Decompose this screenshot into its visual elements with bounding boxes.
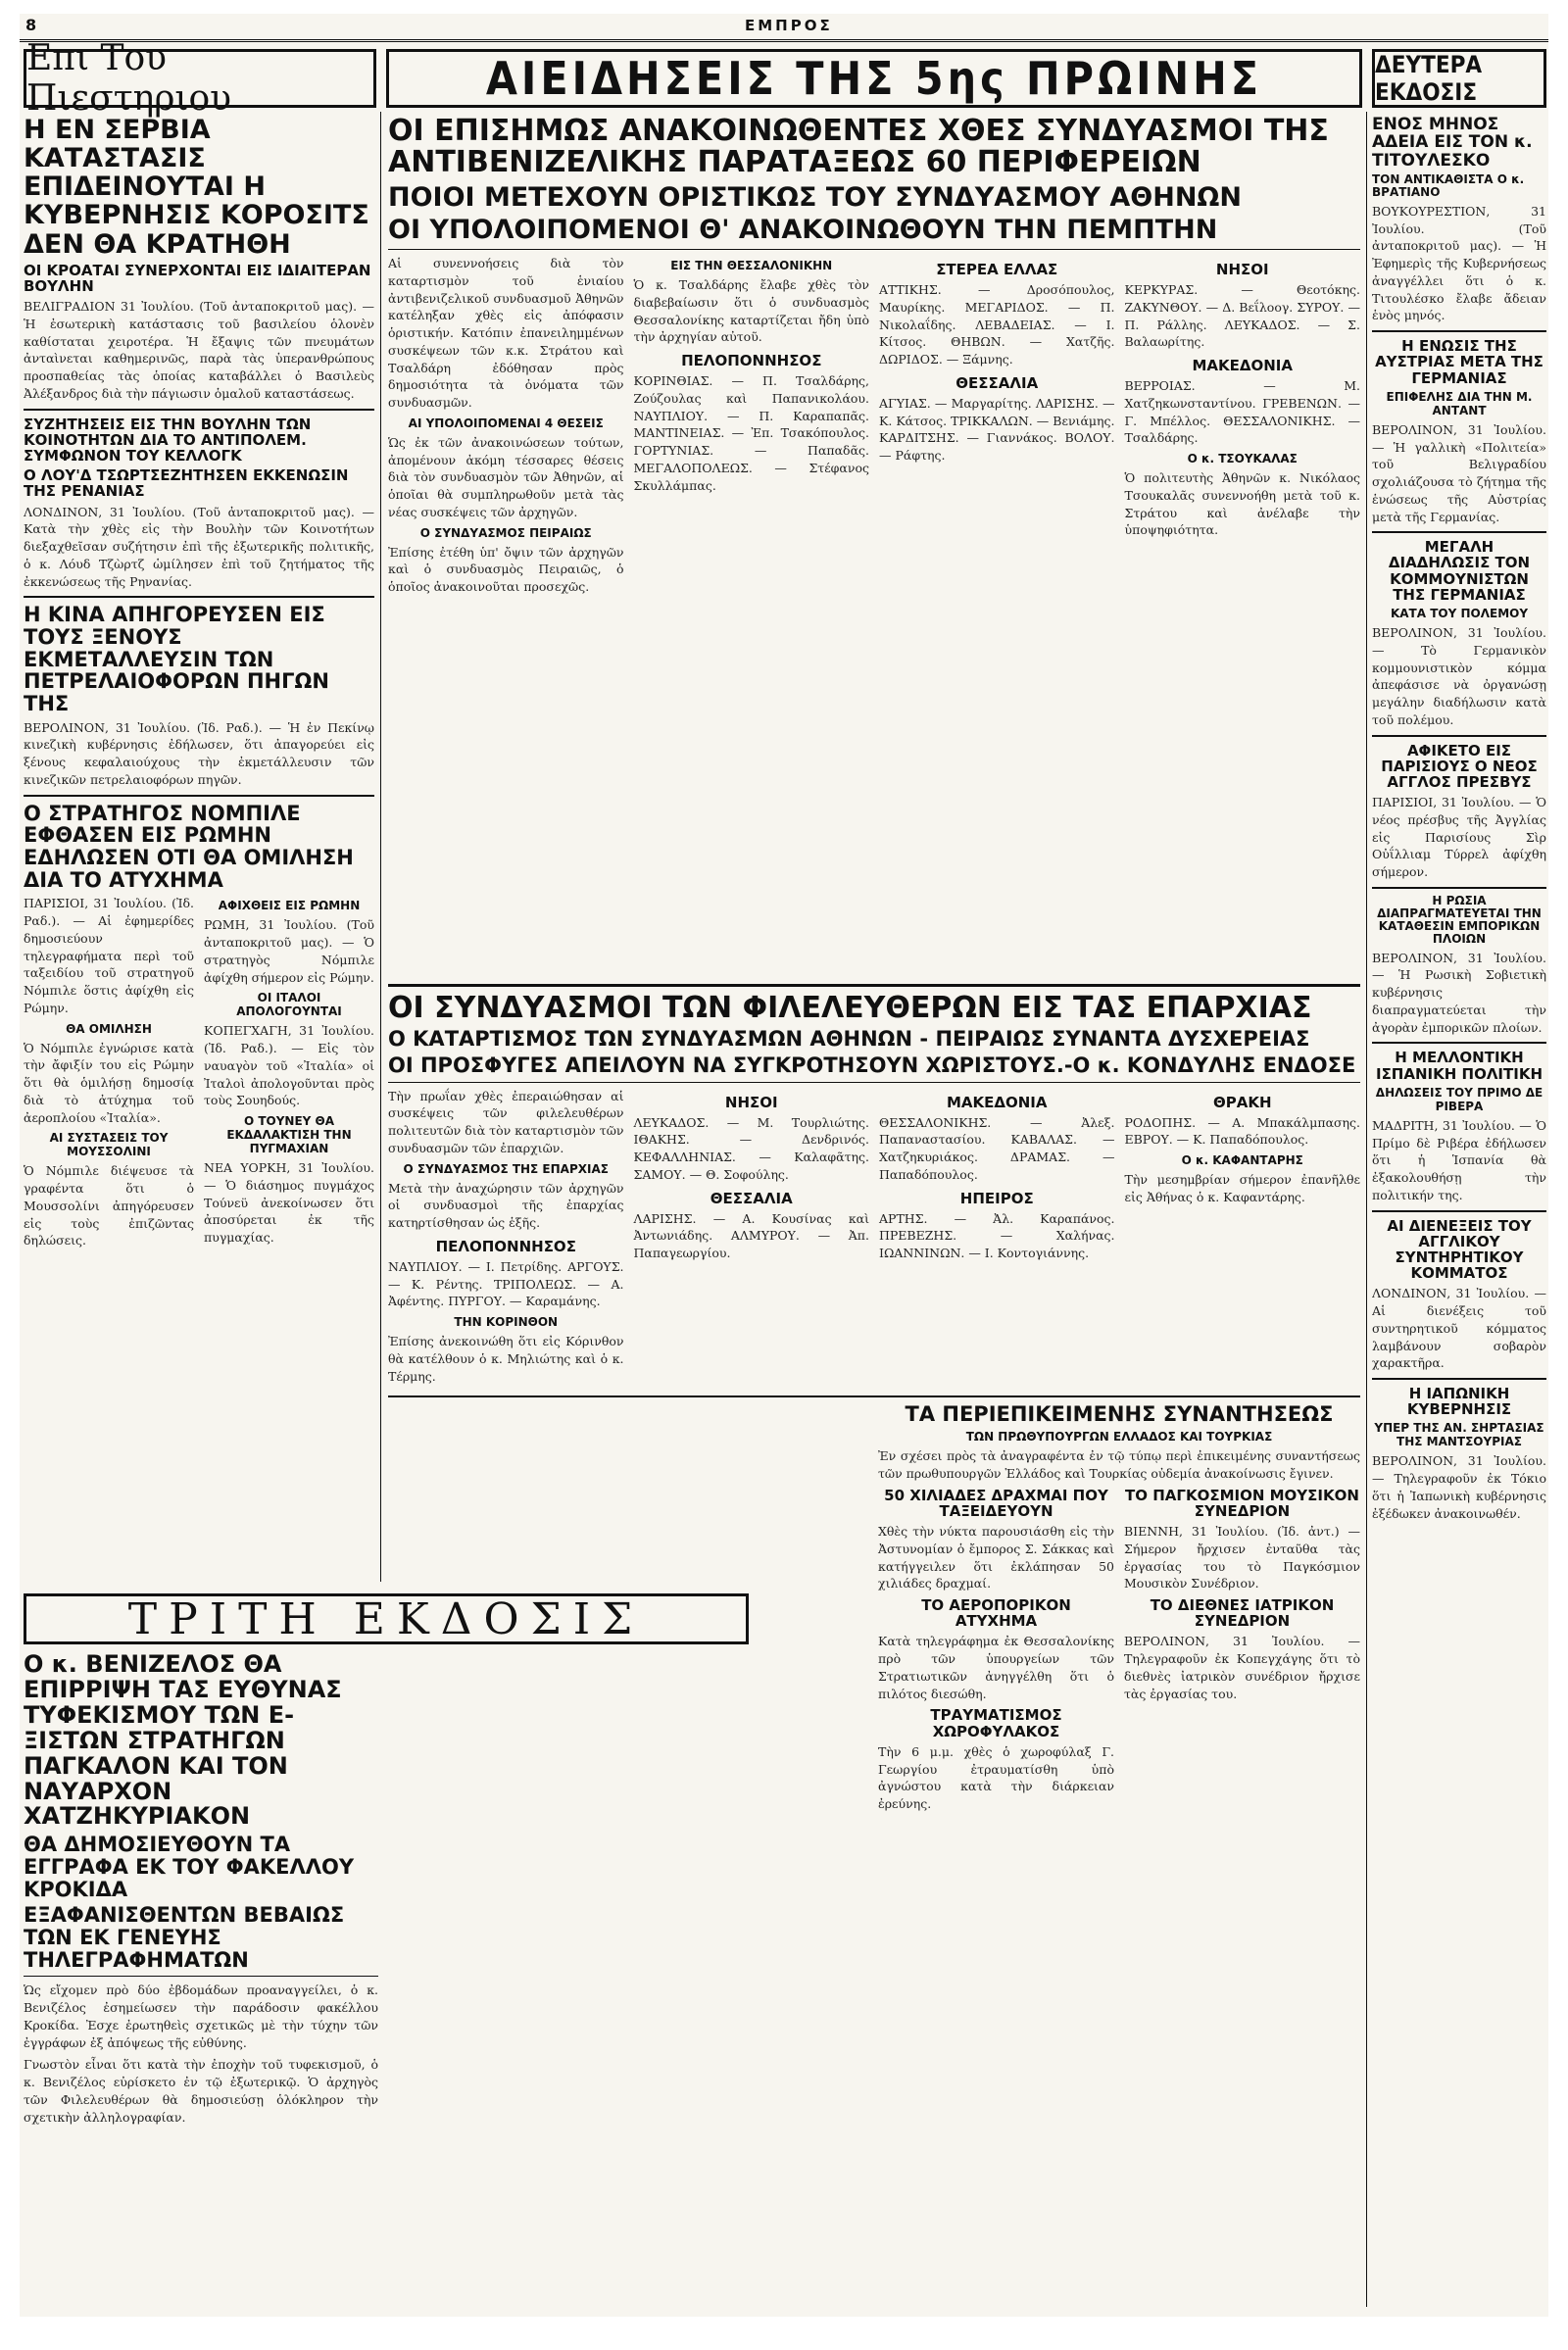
section-header-right: ΔΕΥΤΕΡΑ ΕΚΔΟΣΙΣ: [1372, 49, 1546, 108]
subheading: ΑΙ ΥΠΟΛΟΙΠΟΜΕΝΑΙ 4 ΘΕΣΕΙΣ: [408, 416, 604, 430]
subheadline: ΥΠΕΡ ΤΗΣ ΑΝ. ΣΗΡΤΑΣΙΑΣ ΤΗΣ ΜΑΝΤΣΟΥΡΙΑΣ: [1374, 1421, 1544, 1449]
headline: ΘΑ ΔΗΜΟΣΙΕΥΘΟΥΝ ΤΑ ΕΓΓΡΑΦΑ ΕΚ ΤΟΥ ΦΑΚΕΛΛΟΥ ΚΡΟΚΙΔΑ: [24, 1833, 355, 1901]
region-heading: ΘΕΣΣΑΛΙΑ: [956, 373, 1039, 392]
newspaper-page: [20, 14, 1548, 2317]
headline: ΤΟ ΠΑΓΚΟΣΜΙΟΝ ΜΟΥΣΙΚΟΝ ΣΥΝΕΔΡΙΟΝ: [1125, 1486, 1359, 1520]
article-text: ΒΕΡΟΛΙΝΟΝ, 31 Ἰουλίου. — Τηλεγραφοῦν ἐκ Τόκιο ὅτι ἡ Ἰαπωνικὴ κυβέρνησις ἐξέδωκεν ἀνακοινωθέν.: [1372, 1453, 1546, 1521]
article-text: Ὡς ἐκ τῶν ἀνακοινώσεων τούτων, ἀπομένουν ἀκόμη τέσσαρες θέσεις διὰ τὸν συνδυασμὸν τῶν Ἀθηνῶν, αἱ ὁποῖαι θὰ συμπληρωθοῦν μετὰ τὰς νέας συσκέψεις τῶν ἀρχηγῶν.: [388, 434, 624, 519]
article-text: ΝΕΑ ΥΟΡΚΗ, 31 Ἰουλίου. — Ὁ διάσημος πυγμάχος Τούνεϋ ἀνεκοίνωσεν ὅτι ἀποσύρεται ἐκ τῆς πυγμαχίας.: [204, 1160, 374, 1246]
article-text: Αἱ συνεννοήσεις διὰ τὸν καταρτισμὸν τοῦ ἑνιαίου ἀντιβενιζελικοῦ συνδυασμοῦ Ἀθηνῶν κατέληξαν χθὲς εἰς ἀπόφασιν ὁριστικήν. Κατόπιν ἐπανειλημμένων συσκέψεων τῶν κ.κ. Στράτου καὶ Τσαλδάρη ἐδόθησαν πρὸς δημοσιότητα τὰ ὀνόματα τῶν συνδυασμῶν.: [388, 256, 624, 411]
headline: ΤΟ ΑΕΡΟΠΟΡΙΚΟΝ ΑΤΥΧΗΜΑ: [921, 1596, 1071, 1631]
article-text: Ὁ κ. Τσαλδάρης ἔλαβε χθὲς τὸν διαβεβαίωσιν ὅτι ὁ συνδυασμὸς Θεσσαλονίκης καταρτίζεται ἤδη ὑπὸ τὴν ἀρχηγίαν αὐτοῦ.: [633, 277, 869, 345]
article-text: ΒΕΡΟΛΙΝΟΝ, 31 Ἰουλίου. — Ἡ γαλλικὴ «Πολιτεία» τοῦ Βελιγραδίου σχολιάζουσα τὸ ζήτημα τῆς ἑνώσεως τῆς Αὐστρίας μετὰ τῆς Γερμανίας.: [1372, 421, 1546, 524]
headline: ΑΙ ΔΙΕΝΕΞΕΙΣ ΤΟΥ ΑΓΓΛΙΚΟΥ ΣΥΝΤΗΡΗΤΙΚΟΥ ΚΟΜΜΑΤΟΣ: [1387, 1216, 1532, 1283]
article-text: Τὴν μεσημβρίαν σήμερον ἐπανῆλθε εἰς Ἀθήνας ὁ κ. Καφαντάρης.: [1124, 1172, 1360, 1204]
paper-name: ΕΜΠΡΟΣ: [745, 17, 833, 34]
article-text: ΠΑΡΙΣΙΟΙ, 31 Ἰουλίου. — Ὁ νέος πρέσβυς τῆς Ἀγγλίας εἰς Παρισίους Σὶρ Οὐΐλλιαμ Τύρρελ ἀφίχθη σήμερον.: [1372, 795, 1546, 880]
left-column: [24, 116, 374, 1586]
subheading: Ο ΤΟΥΝΕΥ ΘΑ ΕΚΔΑΛΑΚΤΙΣΗ ΤΗΝ ΠΥΓΜΑΧΙΑΝ: [226, 1114, 352, 1156]
article-text: ΒΕΡΟΛΙΝΟΝ, 31 Ἰουλίου. — Τηλεγραφοῦν ἐκ Κοπεγχάγης ὅτι τὸ διεθνὲς ἰατρικὸν συνέδριον ἤρχισε τὰς ἐργασίας του.: [1124, 1634, 1360, 1701]
article-text: ΒΙΕΝΝΗ, 31 Ἰουλίου. (Ἰδ. ἀντ.) — Σήμερον ἤρχισεν ἐνταῦθα τὰς ἐργασίας του τὸ Παγκόσμιον Μουσικὸν Συνέδριον.: [1124, 1524, 1360, 1591]
region-heading: ΝΗΣΟΙ: [724, 1093, 778, 1111]
headline: ΟΙ ΕΠΙΣΗΜΩΣ ΑΝΑΚΟΙΝΩΘΕΝΤΕΣ ΧΘΕΣ ΣΥΝΔΥΑΣΜΟΙ ΤΗΣ ΑΝΤΙΒΕΝΙΖΕΛΙΚΗΣ ΠΑΡΑΤΑΞΕΩΣ 60 ΠΕΡΙΦΕΡΕΙΩΝ: [388, 116, 1329, 180]
article-text: Ἐν σχέσει πρὸς τὰ ἀναγραφέντα ἐν τῷ τύπῳ περὶ ἐπικειμένης συναντήσεως τῶν πρωθυπουργῶν Ἑλλάδος καὶ Τουρκίας οὐδεμία ἀνακοίνωσις ἔγινεν.: [878, 1448, 1360, 1481]
article-text: ΑΤΤΙΚΗΣ. — Δροσόπουλος, Μαυρίκης. ΜΕΓΑΡΙΔΟΣ. — Π. Νικολαΐδης. ΛΕΒΑΔΕΙΑΣ. — Ι. Κίτσος. ΘΗΒΩΝ. — Χατζῆς. ΔΩΡΙΔΟΣ. — Ξάμνης.: [879, 282, 1115, 367]
article-text: Ὡς εἴχομεν πρὸ δύο ἐβδομάδων προαναγγείλει, ὁ κ. Βενιζέλος ἐσημείωσεν τὴν παράδοσιν φακέλλου Κροκίδα. Ἐσχε ἐρωτηθεὶς σχετικῶς μὲ τὴν τύχην τῶν ἐγγράφων ἐξ ἀπόψεως τῆς εὐθύνης.: [24, 1983, 378, 2050]
headline: ΕΝΟΣ ΜΗΝΟΣ ΑΔΕΙΑ ΕΙΣ ΤΟΝ κ. ΤΙΤΟΥΛΕΣΚΟ: [1372, 116, 1533, 171]
article-text: Κατὰ τηλεγράφημα ἐκ Θεσσαλονίκης πρὸ τῶν ὑπουργείων τῶν Στρατιωτικῶν ἀνηγγέλθη ὅτι ὁ πιλότος διεσώθη.: [878, 1634, 1114, 1701]
region-heading: ΣΤΕΡΕΑ ΕΛΛΑΣ: [936, 261, 1058, 279]
headline: ΣΥΖΗΤΗΣΕΙΣ ΕΙΣ ΤΗΝ ΒΟΥΛΗΝ ΤΩΝ ΚΟΙΝΟΤΗΤΩΝ ΔΙΑ ΤΟ ΑΝΤΙΠΟΛΕΜ. ΣΥΜΦΩΝΟΝ ΤΟΥ ΚΕΛΛΟΓΚ: [24, 415, 312, 465]
article-text: ΝΑΥΠΛΙΟΥ. — Ι. Πετρίδης. ΑΡΓΟΥΣ. — Κ. Ρέντης. ΤΡΙΠΟΛΕΩΣ. — Α. Ἀφέντης. ΠΥΡΓΟΥ. — Καραμάνης.: [388, 1258, 624, 1309]
article-text: ΒΕΡΟΛΙΝΟΝ, 31 Ἰουλίου. — Τὸ Γερμανικὸν κομμουνιστικὸν κόμμα ἀπεφάσισε νὰ ὀργανώσῃ μεγάλην διαδήλωσιν κατὰ τοῦ πολέμου.: [1372, 625, 1546, 727]
page-number: 8: [25, 16, 37, 34]
subheading: ΕΙΣ ΤΗΝ ΘΕΣΣΑΛΟΝΙΚΗΝ: [670, 259, 833, 273]
headline: Ο ΣΤΡΑΤΗΓΟΣ ΝΟΜΠΙΛΕ ΕΦΘΑΣΕΝ ΕΙΣ ΡΩΜΗΝ ΕΔΗΛΩΣΕΝ ΟΤΙ ΘΑ ΟΜΙΛΗΣΗ ΔΙΑ ΤΟ ΑΤΥΧΗΜΑ: [24, 801, 354, 892]
headline: ΤΡΑΥΜΑΤΙΣΜΟΣ ΧΩΡΟΦΥΛΑΚΟΣ: [930, 1706, 1062, 1740]
headline: ΜΕΓΑΛΗ ΔΙΑΔΗΛΩΣΙΣ ΤΟΝ ΚΟΜΜΟΥΝΙΣΤΩΝ ΤΗΣ ΓΕΡΜΑΝΙΑΣ: [1388, 538, 1531, 604]
region-heading: ΘΕΣΣΑΛΙΑ: [710, 1189, 793, 1207]
article-text: ΚΕΡΚΥΡΑΣ. — Θεοτόκης. ΖΑΚΥΝΘΟΥ. — Δ. Βεΐλοογ. ΣΥΡΟΥ. — Π. Ράλλης. ΛΕΥΚΑΔΟΣ. — Σ. Βαλαωρίτης.: [1124, 282, 1360, 350]
subheadline: ΔΗΛΩΣΕΙΣ ΤΟΥ ΠΡΙΜΟ ΔΕ ΡΙΒΕΡΑ: [1375, 1085, 1544, 1113]
article-text: ΒΕΡΟΛΙΝΟΝ, 31 Ἰουλίου. — Ἡ Ρωσικὴ Σοβιετικὴ κυβέρνησις διαπραγματεύεται τὴν ἀγορὰν ἐμπορικῶν πλοίων.: [1372, 950, 1546, 1035]
article-text: Ὁ πολιτευτὴς Ἀθηνῶν κ. Νικόλαος Τσουκαλᾶς συνεννοήθη μετὰ τοῦ κ. Στράτου καὶ ἀνέλαβε τὴν ὑποψηφιότητα.: [1124, 470, 1360, 538]
article-text: ΡΩΜΗ, 31 Ἰουλίου. (Τοῦ ἀνταποκριτοῦ μας). — Ὁ στρατηγὸς Νόμπιλε ἀφίχθη σήμερον εἰς Ρώμην.: [204, 917, 374, 985]
article-text: Μετὰ τὴν ἀναχώρησιν τῶν ἀρχηγῶν οἱ συνδυασμοὶ τῆς ἐπαρχίας κατηρτίσθησαν ὡς ἑξῆς.: [388, 1180, 624, 1231]
subheadline: ΤΟΝ ΑΝΤΙΚΑΘΙΣΤΑ Ο κ. ΒΡΑΤΙΑΝΟ: [1372, 172, 1525, 200]
subheading: ΘΑ ΟΜΙΛΗΣΗ: [66, 1021, 152, 1036]
article-text: ΑΡΤΗΣ. — Ἀλ. Καραπάνος. ΠΡΕΒΕΖΗΣ. — Χαλήνας. ΙΩΑΝΝΙΝΩΝ. — Ι. Κοντογιάννης.: [879, 1210, 1115, 1261]
region-heading: ΠΕΛΟΠΟΝΝΗΣΟΣ: [435, 1237, 576, 1255]
subheading: ΤΗΝ ΚΟΡΙΝΘΟΝ: [454, 1315, 559, 1330]
article-text: ΑΓΥΙΑΣ. — Μαργαρίτης. ΛΑΡΙΣΗΣ. — Κ. Κάτσος. ΤΡΙΚΚΑΛΩΝ. — Βενιάμης. ΚΑΡΔΙΤΣΗΣ. — Γιαννάκος. ΒΟΛΟΥ. — Ράφτης.: [879, 395, 1115, 464]
subheading: Ο κ. ΚΑΦΑΝΤΑΡΗΣ: [1181, 1153, 1303, 1168]
article-text: ΜΑΔΡΙΤΗ, 31 Ἰουλίου. — Ὁ Πρίμο δὲ Ριβέρα ἐδήλωσεν ὅτι ἡ Ἱσπανία θὰ ἐξακολουθήσῃ τὴν πολιτικήν της.: [1372, 1117, 1546, 1202]
headline: Ο κ. ΒΕΝΙΖΕΛΟΣ ΘΑ ΕΠΙΡΡΙΨΗ ΤΑΣ ΕΥΘΥΝΑΣ ΤΥΦΕΚΙΣΜΟΥ ΤΩΝ Ε-ΞΙΣΤΩΝ ΣΤΡΑΤΗΓΩΝ ΠΑΓΚΑΛΟΝ ΚΑΙ ΤΟΝ ΝΑΥΑΡΧΟΝ ΧΑΤΖΗΚΥΡΙΑΚΟΝ: [24, 1652, 342, 1831]
article-text: Ὁ Νόμπιλε διέψευσε τὰ γραφέντα ὅτι ὁ Μουσσολίνι ἀπηγόρευσεν εἰς τοὺς ἐπιζῶντας δηλώσεις.: [24, 1163, 194, 1248]
headline: ΕΞΑΦΑΝΙΣΘΕΝΤΩΝ ΒΕΒΑΙΩΣ ΤΩΝ ΕΚ ΓΕΝΕΥΗΣ ΤΗΛΕΓΡΑΦΗΜΑΤΩΝ: [24, 1903, 345, 1972]
subheading: Ο ΣΥΝΔΥΑΣΜΟΣ ΠΕΙΡΑΙΩΣ: [419, 525, 592, 540]
region-heading: ΜΑΚΕΔΟΝΙΑ: [1192, 357, 1293, 375]
subheading: ΟΙ ΙΤΑΛΟΙ ΑΠΟΛΟΓΟΥΝΤΑΙ: [236, 991, 342, 1019]
region-heading: ΝΗΣΟΙ: [1215, 261, 1269, 279]
subheading: ΑΙ ΣΥΣΤΑΣΕΙΣ ΤΟΥ ΜΟΥΣΣΟΛΙΝΙ: [49, 1131, 169, 1159]
article-text: ΛΟΝΔΙΝΟΝ, 31 Ἰουλίου. — Αἱ διενέξεις τοῦ συντηρητικοῦ κόμματος λαμβάνουν σοβαρὸν χαρακτῆρα.: [1372, 1286, 1546, 1371]
region-heading: ΘΡΑΚΗ: [1212, 1093, 1272, 1111]
subheading: Ο κ. ΤΣΟΥΚΑΛΑΣ: [1187, 452, 1298, 466]
region-heading: ΜΑΚΕΔΟΝΙΑ: [946, 1093, 1048, 1111]
headline: ΟΙ ΥΠΟΛΟΙΠΟΜΕΝΟΙ Θ' ΑΝΑΚΟΙΝΩΘΟΥΝ ΤΗΝ ΠΕΜΠΤΗΝ: [388, 214, 1218, 245]
section-header-left: Επι Του Πιεστηριου: [24, 49, 376, 108]
section-header-middle: ΑΙΕΙΔΗΣΕΙΣ ΤΗΣ 5ης ΠΡΩΙΝΗΣ: [386, 49, 1362, 108]
headline: Η ΜΕΛΛΟΝΤΙΚΗ ΙΣΠΑΝΙΚΗ ΠΟΛΙΤΙΚΗ: [1375, 1049, 1543, 1083]
subheadline: Ο ΛΟΥ'Δ ΤΣΩΡΤΣΕΖΗΤΗΣΕΝ ΕΚΚΕΝΩΣΙΝ ΤΗΣ ΡΕΝΑΝΙΑΣ: [24, 466, 349, 501]
subheadline: ΕΠΙΦΕΛΗΣ ΔΙΑ ΤΗΝ Μ. ΑΝΤΑΝΤ: [1386, 389, 1533, 417]
headline: Η ΕΝΩΣΙΣ ΤΗΣ ΑΥΣΤΡΙΑΣ ΜΕΤΑ ΤΗΣ ΓΕΡΜΑΝΙΑΣ: [1375, 337, 1544, 387]
article-text: Χθὲς τὴν νύκτα παρουσιάσθη εἰς τὴν Ἀστυνομίαν ὁ ἔμπορος Σ. Σάκκας καὶ κατήγγειλεν ὅτι ἐκλάπησαν 50 χιλιάδες δραχμαί.: [878, 1524, 1114, 1591]
middle-bottom-section: [388, 984, 1360, 2310]
triti-section: [24, 1652, 378, 2309]
article-text: ΒΕΡΟΛΙΝΟΝ, 31 Ἰουλίου. (Ἰδ. Ραδ.). — Ἡ ἐν Πεκίνῳ κινεζικὴ κυβέρνησις ἐδήλωσεν, ὅτι ἀπαγορεύει εἰς ξένους κεφαλαιούχους τὴν ἐκμετάλλευσιν τῶν κινεζικῶν πετρελαιοφόρων πηγῶν.: [24, 719, 374, 787]
region-heading: ΗΠΕΙΡΟΣ: [959, 1189, 1034, 1207]
headline: Η ΙΑΠΩΝΙΚΗ ΚΥΒΕΡΝΗΣΙΣ: [1406, 1385, 1512, 1419]
article-text: Τὴν 6 μ.μ. χθὲς ὁ χωροφύλαξ Γ. Γεωργίου ἐτραυματίσθη ὑπὸ ἀγνώστου κατὰ τὴν διάρκειαν ἐρεύνης.: [878, 1743, 1114, 1812]
region-heading: ΠΕΛΟΠΟΝΝΗΣΟΣ: [681, 352, 822, 370]
article-text: Τὴν πρωΐαν χθὲς ἐπεραιώθησαν αἱ συσκέψεις τῶν φιλελευθέρων πολιτευτῶν διὰ τὸν καταρτισμὸν τῶν συνδυασμῶν τῶν ἐπαρχιῶν.: [388, 1088, 624, 1155]
article-text: ΛΟΝΔΙΝΟΝ, 31 Ἰουλίου. (Τοῦ ἀνταποκριτοῦ μας). — Κατὰ τὴν χθὲς εἰς τὴν Βουλὴν τῶν Κοινοτήτων διεξαχθεῖσαν συζήτησιν ἐπὶ τῆς ἐξωτερικῆς πολιτικῆς, ὁ κ. Λόυδ Τζὼρτζ ὡμίλησεν ἐπὶ τοῦ ζητήματος τῆς ἐκκενώσεως τῆς Ρηνανίας.: [24, 504, 374, 589]
article-text: Ὁ Νόμπιλε ἐγνώρισε κατὰ τὴν ἄφιξίν του εἰς Ρώμην ὅτι θὰ ὁμιλήσῃ δημοσίᾳ διὰ τὸ ἀτύχημα τοῦ ἀεροπλοίου «Ἰταλία».: [24, 1040, 194, 1125]
headline: ΠΟΙΟΙ ΜΕΤΕΧΟΥΝ ΟΡΙΣΤΙΚΩΣ ΤΟΥ ΣΥΝΔΥΑΣΜΟΥ ΑΘΗΝΩΝ: [388, 181, 1242, 213]
headline: Ο ΚΑΤΑΡΤΙΣΜΟΣ ΤΩΝ ΣΥΝΔΥΑΣΜΩΝ ΑΘΗΝΩΝ - ΠΕΙΡΑΙΩΣ ΣΥΝΑΝΤΑ ΔΥΣΧΕΡΕΙΑΣ: [388, 1027, 1310, 1052]
headline: ΤΑ ΠΕΡΙΕΠΙΚΕΙΜΕΝΗΣ ΣΥΝΑΝΤΗΣΕΩΣ: [905, 1402, 1334, 1427]
column-divider: [1366, 112, 1367, 2307]
subheading: ΑΦΙΧΘΕΙΣ ΕΙΣ ΡΩΜΗΝ: [218, 899, 361, 913]
section-header-triti: ΤΡΙΤΗ ΕΚΔΟΣΙΣ: [24, 1593, 749, 1644]
subheadline: ΤΩΝ ΠΡΩΘΥΠΟΥΡΓΩΝ ΕΛΛΑΔΟΣ ΚΑΙ ΤΟΥΡΚΙΑΣ: [965, 1430, 1273, 1444]
headline: ΑΦΙΚΕΤΟ ΕΙΣ ΠΑΡΙΣΙΟΥΣ Ο ΝΕΟΣ ΑΓΓΛΟΣ ΠΡΕΣΒΥΣ: [1381, 741, 1538, 791]
article-text: ΚΟΡΙΝΘΙΑΣ. — Π. Τσαλδάρης, Ζούζουλας καὶ Παπανικολάου. ΝΑΥΠΛΙΟΥ. — Π. Καραπαπᾶς. ΜΑΝΤΙΝΕΙΑΣ. — Ἐπ. Τσακόπουλος. ΓΟΡΤΥΝΙΑΣ. — Παπαδᾶς. ΜΕΓΑΛΟΠΟΛΕΩΣ. — Στέφανος Σκυλλάμπας.: [633, 373, 869, 493]
article-text: Ἐπίσης ἀνεκοινώθη ὅτι εἰς Κόρινθον θὰ κατέλθουν ὁ κ. Μηλιώτης καὶ ὁ κ. Τέρμης.: [388, 1334, 624, 1384]
article-text: ΛΑΡΙΣΗΣ. — Α. Κουσίνας καὶ Ἀντωνιάδης. ΑΛΜΥΡΟΥ. — Ἀπ. Παπαγεωργίου.: [633, 1210, 869, 1261]
article-text: ΒΕΡΡΟΙΑΣ. — Μ. Χατζηκωνσταντίνου. ΓΡΕΒΕΝΩΝ. — Γ. Μπέλλος. ΘΕΣΣΑΛΟΝΙΚΗΣ. — Τσαλδάρης.: [1124, 378, 1360, 446]
article-text: Ἐπίσης ἐτέθη ὑπ' ὄψιν τῶν ἀρχηγῶν καὶ ὁ συνδυασμὸς Πειραιῶς, ὁ ὁποῖος ἀνακοινοῦται προσεχῶς.: [388, 544, 624, 595]
subheading: Ο ΣΥΝΔΥΑΣΜΟΣ ΤΗΣ ΕΠΑΡΧΙΑΣ: [403, 1161, 609, 1176]
headline: ΟΙ ΠΡΟΣΦΥΓΕΣ ΑΠΕΙΛΟΥΝ ΝΑ ΣΥΓΚΡΟΤΗΣΟΥΝ ΧΩΡΙΣΤΟΥΣ.-Ο κ. ΚΟΝΔΥΛΗΣ ΕΝΔΟΣΕ: [388, 1053, 1356, 1078]
subheadline: ΚΑΤΑ ΤΟΥ ΠΟΛΕΜΟΥ: [1390, 607, 1529, 621]
article-text: Γνωστὸν εἶναι ὅτι κατὰ τὴν ἐποχὴν τοῦ τυφεκισμοῦ, ὁ κ. Βενιζέλος εὐρίσκετο ἐν τῷ ἐξωτερικῷ. Ὁ ἀρχηγὸς τῶν Φιλελευθέρων θὰ δημοσιεύσῃ ὁλόκληρον τὴν σχετικὴν ἀλληλογραφίαν.: [24, 2057, 378, 2125]
article-text: ΡΟΔΟΠΗΣ. — Α. Μπακάλμπασης. ΕΒΡΟΥ. — Κ. Παπαδόπουλος.: [1124, 1114, 1360, 1148]
column-divider: [380, 112, 381, 1582]
headline: ΟΙ ΣΥΝΔΥΑΣΜΟΙ ΤΩΝ ΦΙΛΕΛΕΥΘΕΡΩΝ ΕΙΣ ΤΑΣ ΕΠΑΡΧΙΑΣ: [388, 991, 1312, 1025]
headline: Η ΕΝ ΣΕΡΒΙΑ ΚΑΤΑΣΤΑΣΙΣ ΕΠΙΔΕΙΝΟΥΤΑΙ Η ΚΥΒΕΡΝΗΣΙΣ ΚΟΡΟΣΙΤΣ ΔΕΝ ΘΑ ΚΡΑΤΗΘΗ: [24, 116, 369, 260]
article-text: ΒΕΛΙΓΡΑΔΙΟΝ 31 Ἰουλίου. (Τοῦ ἀνταποκριτοῦ μας). — Ἡ ἐσωτερικὴ κατάστασις τοῦ βασιλείου ὁλονὲν καθίσταται χειροτέρα. Ἡ ἔξαψις τῶν πνευμάτων ἀνταὶνεται καθημερινῶς, παρὰ τὰς ὑπερανθρώπους προσπαθείας τὰς ὁποίας καταβάλλει ὁ Βασιλεὺς Ἀλέξανδρος διὰ τὴν πάγιωσιν ὁμαλοῦ καταστάσεως.: [24, 299, 374, 401]
right-column: [1372, 116, 1546, 2307]
article-text: ΒΟΥΚΟΥΡΕΣΤΙΟΝ, 31 Ἰουλίου. (Τοῦ ἀνταποκριτοῦ μας). — Ἡ Ἐφημερὶς τῆς Κυβερνήσεως ἀναγγέλλει ὅτι ὁ κ. Τιτουλέσκο ἔλαβε ἄδειαν ἑνὸς μηνός.: [1372, 203, 1546, 323]
article-text: ΚΟΠΕΓΧΑΓΗ, 31 Ἰουλίου. (Ἰδ. Ραδ.). — Εἰς τὸν ναυαγὸν τοῦ «Ἰταλία» οἱ Ἰταλοὶ ἀπολογοῦνται πρὸς τοὺς Σουηδούς.: [204, 1023, 374, 1108]
article-text: ΠΑΡΙΣΙΟΙ, 31 Ἰουλίου. (Ἰδ. Ραδ.). — Αἱ ἐφημερίδες δημοσιεύουν τηλεγραφήματα περὶ τοῦ ταξειδίου τοῦ στρατηγοῦ Νόμπιλε ὅστις ἀφίχθη εἰς Ρώμην.: [24, 896, 194, 1015]
subheadline: ΟΙ ΚΡΟΑΤΑΙ ΣΥΝΕΡΧΟΝΤΑΙ ΕΙΣ ΙΔΙΑΙΤΕΡΑΝ ΒΟΥΛΗΝ: [24, 261, 371, 295]
headline: 50 ΧΙΛΙΑΔΕΣ ΔΡΑΧΜΑΙ ΠΟΥ ΤΑΞΕΙΔΕΥΟΥΝ: [884, 1486, 1108, 1520]
headline: ΤΟ ΔΙΕΘΝΕΣ ΙΑΤΡΙΚΟΝ ΣΥΝΕΔΡΙΟΝ: [1150, 1596, 1335, 1631]
middle-top-section: [388, 116, 1360, 978]
headline: Η ΚΙΝΑ ΑΠΗΓΟΡΕΥΣΕΝ ΕΙΣ ΤΟΥΣ ΞΕΝΟΥΣ ΕΚΜΕΤΑΛΛΕΥΣΙΝ ΤΩΝ ΠΕΤΡΕΛΑΙΟΦΟΡΩΝ ΠΗΓΩΝ ΤΗΣ: [24, 603, 329, 716]
headline: Η ΡΩΣΙΑ ΔΙΑΠΡΑΓΜΑΤΕΥΕΤΑΙ ΤΗΝ ΚΑΤΑΘΕΣΙΝ ΕΜΠΟΡΙΚΩΝ ΠΛΟΙΩΝ: [1377, 893, 1542, 946]
article-text: ΘΕΣΣΑΛΟΝΙΚΗΣ. — Ἀλεξ. Παπαναστασίου. ΚΑΒΑΛΑΣ. — Χατζηκυριάκος. ΔΡΑΜΑΣ. — Παπαδόπουλος.: [879, 1114, 1115, 1182]
article-text: ΛΕΥΚΑΔΟΣ. — Μ. Τουρλιώτης. ΙΘΑΚΗΣ. — Δενδρινός. ΚΕΦΑΛΛΗΝΙΑΣ. — Καλαφᾶτης. ΣΑΜΟΥ. — Θ. Σοφούλης.: [633, 1114, 869, 1182]
